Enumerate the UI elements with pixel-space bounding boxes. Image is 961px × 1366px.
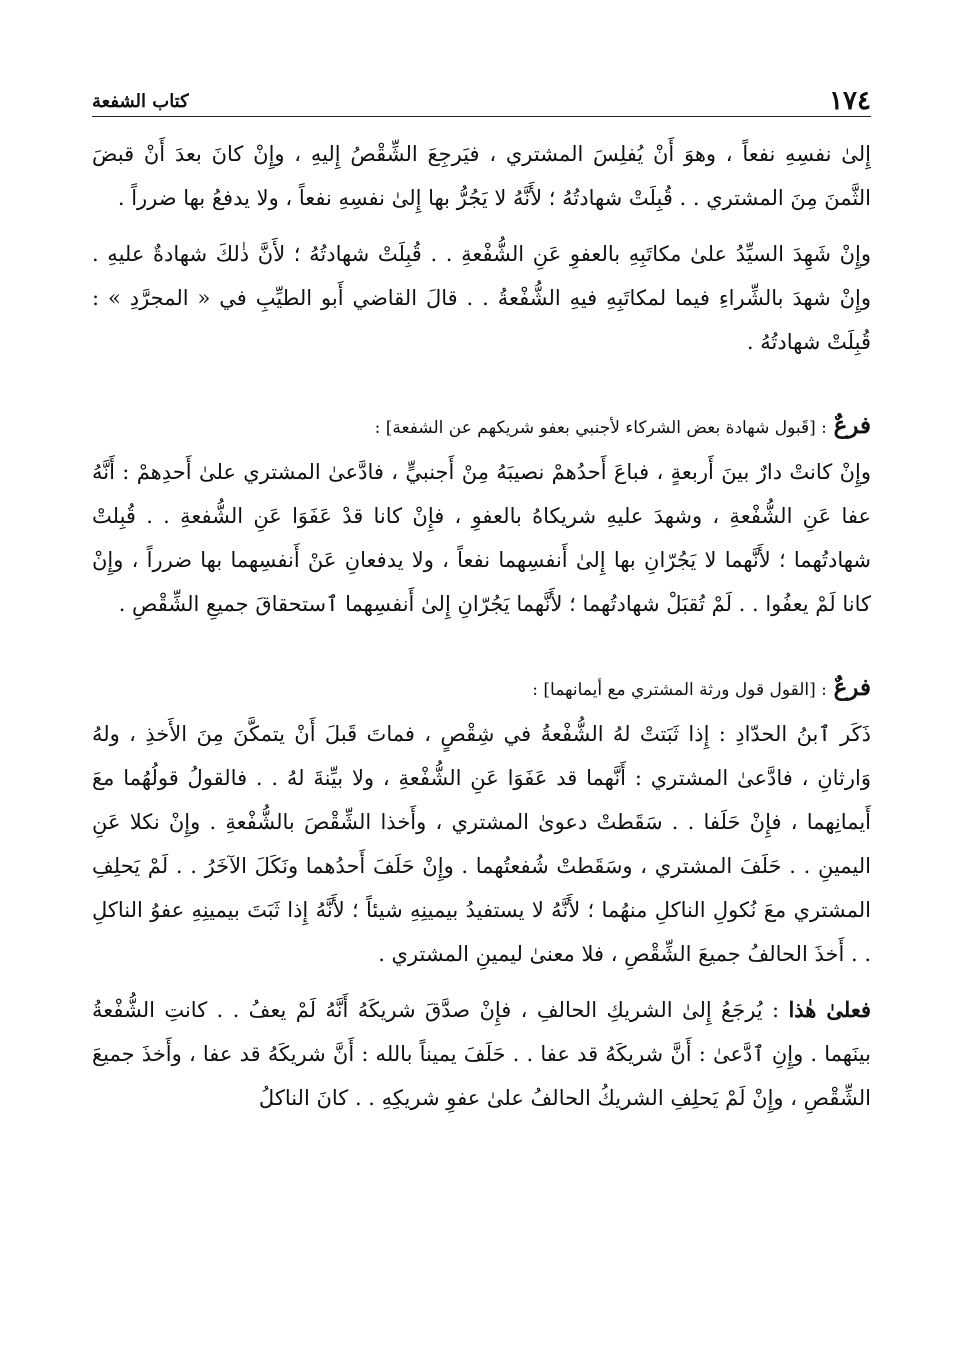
paragraph-5-lead: فعلىٰ هٰذا [788,997,871,1022]
section-label-2: فرعٌ [833,674,871,701]
section-label-1: فرعٌ [833,412,871,439]
paragraph-2: وإِنْ شَهِدَ السيِّدُ علىٰ مكاتَبِهِ بالعفوِ عَنِ الشُّفْعةِ . . قُبِلَتْ شهادتُهُ ؛ لأَنَّ ذٰلكَ شهادةٌ عليهِ . وإِنْ شهدَ بالشِّراءِ فيما لمكاتَبِهِ فيهِ الشُّفْعةُ . . قالَ القاضي أَبو الطيِّبِ في « المجرَّدِ » : قُبِلَتْ شهادتُهُ . [92,242,871,354]
paragraph-5-text: : يُرجَعُ إِلىٰ الشريكِ الحالفِ ، فإِنْ صدَّقَ شريكَهُ أَنَّهُ لَمْ يعفُ . . كانتِ الشُّفْعةُ بينَهما . وإِنِ ٱدَّعىٰ : أَنَّ شريكَهُ قد عفا . . حَلَفَ يميناً بالله : أَنَّ شريكَهُ قد عفا ، وأَخذَ جميعَ الشِّقْصِ ، وإِنْ لَمْ يَحلِفِ الشريكُ الحالفُ علىٰ عفوِ شريكِهِ . . كانَ الناكلُ [92,998,871,1110]
paragraph-3: وإِنْ كانتْ دارٌ بينَ أَربعةٍ ، فباعَ أَحدُهمْ نصيبَهُ مِنْ أَجنبيٍّ ، فادَّعىٰ المشتري علىٰ أَحدِهمْ : أَنَّهُ عفا عَنِ الشُّفْعةِ ، وشهدَ عليهِ شريكاهُ بالعفوِ ، فإِنْ كانا قدْ عَفَوَا عَنِ الشُّفعةِ . . قُبِلتْ شهادتُهما ؛ لأَنَّهما لا يَجُرّانِ بها إِلىٰ أَنفسِهما نفعاً ، ولا يدفعانِ عَنْ أَنفسِهما بها ضرراً ، وإِنْ كانا لَمْ يعفُوا . . لَمْ تُقبَلْ شهادتُهما ؛ لأَنَّهما يَجُرّانِ إِلىٰ أَنفسِهما ٱستحقاقَ جميعِ الشِّقْصِ . [92,460,871,616]
page-header [92,86,871,117]
paragraph-1: إِلىٰ نفسِهِ نفعاً ، وهوَ أَنْ يُفلِسَ المشتري ، فيَرجِعَ الشِّقْصُ إِليهِ ، وإِنْ كانَ بعدَ أَنْ قبضَ الثَّمنَ مِنَ المشتري . . قُبِلَتْ شهادتُهُ ؛ لأَنَّهُ لا يَجُرُّ بها إِلىٰ نفسِهِ نفعاً ، ولا يدفعُ بها ضرراً . [92,142,871,210]
book-title: كتاب الشفعة [92,91,189,112]
section-title-1: : [قَبول شهادة بعض الشركاء لأجنبي بعفو شريكهم عن الشفعة] : [374,418,827,438]
page-body [92,132,871,1120]
paragraph-5 [92,988,871,1120]
section-title-2: : [القول قول ورثة المشتري مع أيمانهما] : [532,680,827,700]
section-heading-2 [92,666,871,712]
page-number: ١٧٤ [829,86,871,116]
section-heading-1 [92,404,871,450]
paragraph-4: ذَكَر ٱبنُ الحدّادِ : إِذا ثَبَتتْ لهُ الشُّفْعةُ في شِقْصٍ ، فماتَ قَبلَ أَنْ يتمكَّنَ مِنَ الأَخذِ ، ولهُ وَارثانِ ، فادَّعىٰ المشتري : أَنَّهما قد عَفَوَا عَنِ الشُّفْعةِ ، ولا بيِّنةَ لهُ . . فالقولُ قولُهُما معَ أَيمانِهما ، فإِنْ حَلَفا . . سَقَطتْ دعوىٰ المشتري ، وأَخذا الشِّقْصَ بالشُّفْعةِ . وإِنْ نكلا عَنِ اليمينِ . . حَلَفَ المشتري ، وسَقَطتْ شُفعتُهما . وإِنْ حَلَفَ أَحدُهما ونَكَلَ الآخَرُ . . لَمْ يَحلِفِ المشتري معَ نُكولِ الناكلِ منهُما ؛ لأَنَّهُ لا يستفيدُ بيمينِهِ شيئاً ؛ لأَنَّهُ إِذا ثَبَتَ بيمينِهِ عفوُ الناكلِ . . أَخذَ الحالفُ جميعَ الشِّقْصِ ، فلا معنىٰ ليمينِ المشتري . [92,722,871,966]
